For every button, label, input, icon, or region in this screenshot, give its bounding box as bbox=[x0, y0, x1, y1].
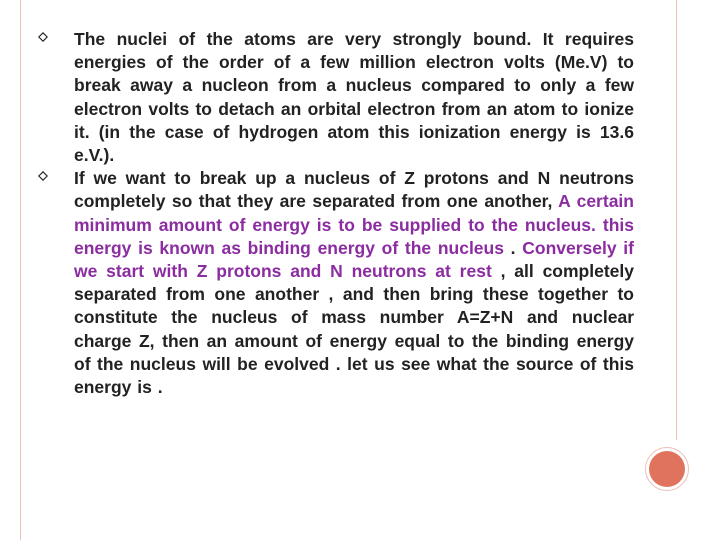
bullet-item-2 bbox=[38, 167, 634, 399]
bullet-text-2 bbox=[74, 167, 634, 399]
highlighted-text: A certain minimum amount of energy is to be supplied to the nucleus. this energy is known as binding energy of the nucleus bbox=[74, 191, 634, 258]
bullet-text-1: The nuclei of the atoms are very strongly bound. It requires energies of the order of a few million electron volts (Me.V) to break away a nucleon from a nucleus compared to only a few electron volts to detach an orbital electron from an atom to ionize it. (in the case of hydrogen atom this ionization energy is 13.6 e.V.). bbox=[74, 29, 634, 166]
diamond-bullet-icon bbox=[38, 171, 48, 181]
diamond-bullet-icon bbox=[38, 32, 48, 42]
right-frame-line bbox=[676, 0, 677, 440]
text-segment: , all completely separated from one another , and then bring these together to constitute the nucleus of mass number A=Z+N and nuclear charge Z, then an amount of energy equal to the binding energy of the nucleus will be evolved . let us see what the source of this energy is . bbox=[74, 261, 634, 398]
decorative-circle bbox=[649, 451, 685, 487]
bullet-item-1 bbox=[38, 28, 634, 167]
text-segment: . bbox=[503, 237, 523, 258]
highlighted-text: Conversely if we start with Z protons and N neutrons at rest bbox=[74, 237, 634, 282]
left-frame-line bbox=[20, 0, 21, 540]
slide-content bbox=[38, 28, 634, 399]
text-segment: If we want to break up a nucleus of Z protons and N neutrons completely so that they are separated from one another, bbox=[74, 168, 634, 212]
